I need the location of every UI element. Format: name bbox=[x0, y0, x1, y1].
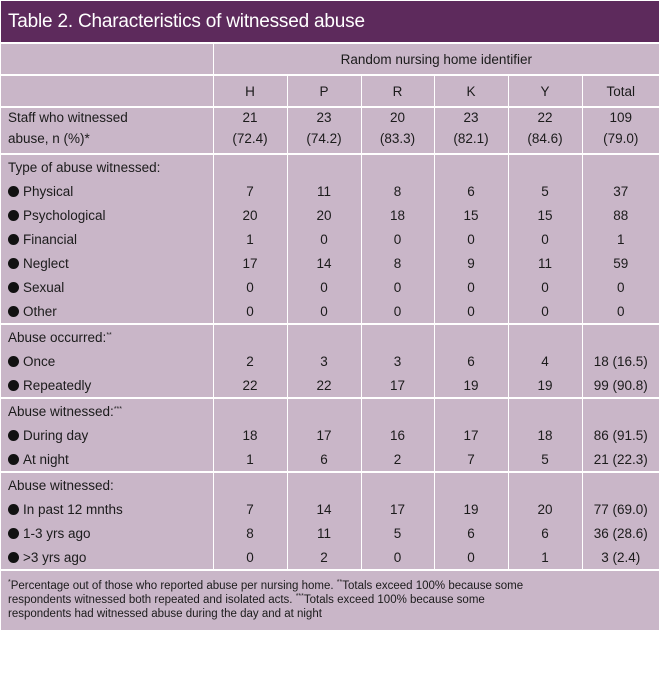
cell-value: 5 bbox=[361, 521, 434, 545]
bullet-icon bbox=[8, 504, 19, 515]
cell-value: 11 bbox=[287, 179, 361, 203]
row-label: Once bbox=[1, 349, 213, 373]
cell-value: 23 bbox=[287, 107, 361, 131]
cell-value: 20 bbox=[361, 107, 434, 131]
column-header: Total bbox=[582, 75, 659, 107]
header-corner bbox=[1, 43, 213, 75]
bullet-icon bbox=[8, 234, 19, 245]
column-header: K bbox=[434, 75, 508, 107]
table-document bbox=[1, 1, 659, 630]
table-row bbox=[1, 251, 659, 275]
cell-value: 22 bbox=[508, 107, 582, 131]
cell-value: 2 bbox=[213, 349, 287, 373]
cell-value: 1 bbox=[508, 545, 582, 569]
cell-value: 7 bbox=[213, 497, 287, 521]
cell-value: 20 bbox=[508, 497, 582, 521]
table-row bbox=[1, 521, 659, 545]
cell-value: 20 bbox=[213, 203, 287, 227]
table-row bbox=[1, 299, 659, 324]
cell-value: 6 bbox=[434, 521, 508, 545]
cell-value: 11 bbox=[287, 521, 361, 545]
section-heading-row bbox=[1, 398, 659, 423]
cell-value: 0 bbox=[361, 545, 434, 569]
cell-value: 0 bbox=[361, 275, 434, 299]
cell-value: 17 bbox=[434, 423, 508, 447]
bullet-icon bbox=[8, 282, 19, 293]
bullet-icon bbox=[8, 430, 19, 441]
bullet-icon bbox=[8, 454, 19, 465]
row-label: At night bbox=[1, 447, 213, 472]
cell-value: 21 (22.3) bbox=[582, 447, 659, 472]
cell-value: 15 bbox=[508, 203, 582, 227]
cell-value: 0 bbox=[434, 545, 508, 569]
table-row bbox=[1, 203, 659, 227]
cell-value: (72.4) bbox=[213, 131, 287, 154]
row-label: Sexual bbox=[1, 275, 213, 299]
cell-value: 17 bbox=[287, 423, 361, 447]
cell-value: 0 bbox=[508, 227, 582, 251]
cell-value: 3 (2.4) bbox=[582, 545, 659, 569]
bullet-icon bbox=[8, 528, 19, 539]
cell-value: 0 bbox=[508, 299, 582, 324]
group-header-row bbox=[1, 43, 659, 75]
row-label: abuse, n (%)* bbox=[8, 131, 90, 146]
bullet-icon bbox=[8, 258, 19, 269]
bullet-icon bbox=[8, 552, 19, 563]
cell-value: 77 (69.0) bbox=[582, 497, 659, 521]
row-label: Other bbox=[1, 299, 213, 324]
bullet-icon bbox=[8, 356, 19, 367]
cell-value: 5 bbox=[508, 447, 582, 472]
cell-value: 15 bbox=[434, 203, 508, 227]
cell-value: 8 bbox=[213, 521, 287, 545]
bullet-icon bbox=[8, 186, 19, 197]
cell-value: 18 bbox=[361, 203, 434, 227]
column-header: R bbox=[361, 75, 434, 107]
table-row bbox=[1, 349, 659, 373]
cell-value: 7 bbox=[434, 447, 508, 472]
bullet-icon bbox=[8, 306, 19, 317]
table-row bbox=[1, 497, 659, 521]
table-title: Table 2. Characteristics of witnessed abuse bbox=[1, 1, 659, 42]
cell-value: 7 bbox=[213, 179, 287, 203]
cell-value: 0 bbox=[508, 275, 582, 299]
table-row bbox=[1, 423, 659, 447]
row-label: In past 12 mnths bbox=[1, 497, 213, 521]
cell-value: 8 bbox=[361, 179, 434, 203]
column-header: Y bbox=[508, 75, 582, 107]
section-heading: Type of abuse witnessed: bbox=[1, 154, 213, 179]
cell-value: 17 bbox=[361, 373, 434, 398]
abuse-table bbox=[1, 42, 659, 569]
cell-value: 1 bbox=[582, 227, 659, 251]
footnote-marker: ** bbox=[106, 331, 112, 339]
cell-value: 37 bbox=[582, 179, 659, 203]
cell-value: 17 bbox=[213, 251, 287, 275]
table-row bbox=[1, 545, 659, 569]
cell-value: 18 bbox=[508, 423, 582, 447]
section-heading: Abuse witnessed:*** bbox=[1, 398, 213, 423]
row-label: Financial bbox=[1, 227, 213, 251]
row-label: 1-3 yrs ago bbox=[1, 521, 213, 545]
cell-value: 6 bbox=[434, 349, 508, 373]
cell-value: 14 bbox=[287, 497, 361, 521]
row-label: Repeatedly bbox=[1, 373, 213, 398]
column-header-row bbox=[1, 75, 659, 107]
cell-value: 21 bbox=[213, 107, 287, 131]
cell-value: 19 bbox=[434, 373, 508, 398]
cell-value: 22 bbox=[287, 373, 361, 398]
table-row bbox=[1, 179, 659, 203]
table-footnote: *Percentage out of those who reported abuse per nursing home. **Totals exceed 100% because some respondents witnessed both repeated and isolated acts. ***Totals exceed 100% because some respondents had witnessed abuse during the day and at night bbox=[1, 569, 659, 630]
cell-value: 19 bbox=[508, 373, 582, 398]
cell-value: 17 bbox=[361, 497, 434, 521]
section-heading-row bbox=[1, 324, 659, 349]
cell-value: 0 bbox=[287, 275, 361, 299]
row-label: Staff who witnessed bbox=[1, 107, 213, 131]
cell-value: (82.1) bbox=[434, 131, 508, 154]
group-header: Random nursing home identifier bbox=[213, 43, 659, 75]
cell-value: 0 bbox=[361, 299, 434, 324]
cell-value: 0 bbox=[213, 275, 287, 299]
cell-value: 0 bbox=[434, 275, 508, 299]
cell-value: 16 bbox=[361, 423, 434, 447]
cell-value: 11 bbox=[508, 251, 582, 275]
cell-value: 3 bbox=[361, 349, 434, 373]
cell-value: 109 bbox=[582, 107, 659, 131]
cell-value: 0 bbox=[434, 227, 508, 251]
column-header: P bbox=[287, 75, 361, 107]
cell-value: 18 (16.5) bbox=[582, 349, 659, 373]
cell-value: 36 (28.6) bbox=[582, 521, 659, 545]
cell-value: 1 bbox=[213, 227, 287, 251]
cell-value: 14 bbox=[287, 251, 361, 275]
cell-value: 0 bbox=[287, 227, 361, 251]
staff-percent-row bbox=[1, 131, 659, 154]
row-label: During day bbox=[1, 423, 213, 447]
cell-value: 5 bbox=[508, 179, 582, 203]
cell-value: 20 bbox=[287, 203, 361, 227]
cell-value: 19 bbox=[434, 497, 508, 521]
cell-value: 88 bbox=[582, 203, 659, 227]
cell-value: 8 bbox=[361, 251, 434, 275]
cell-value: 86 (91.5) bbox=[582, 423, 659, 447]
table-row bbox=[1, 373, 659, 398]
cell-value: 6 bbox=[434, 179, 508, 203]
row-label: Psychological bbox=[1, 203, 213, 227]
section-heading: Abuse witnessed: bbox=[1, 472, 213, 497]
cell-value: 18 bbox=[213, 423, 287, 447]
table-row bbox=[1, 275, 659, 299]
bullet-icon bbox=[8, 380, 19, 391]
cell-value: 59 bbox=[582, 251, 659, 275]
row-label: Neglect bbox=[1, 251, 213, 275]
section-heading: Abuse occurred:** bbox=[1, 324, 213, 349]
cell-value: 22 bbox=[213, 373, 287, 398]
column-header: H bbox=[213, 75, 287, 107]
cell-value: 0 bbox=[287, 299, 361, 324]
cell-value: 2 bbox=[287, 545, 361, 569]
cell-value: 0 bbox=[582, 275, 659, 299]
table-row bbox=[1, 447, 659, 472]
section-heading-row bbox=[1, 472, 659, 497]
cell-value: 99 (90.8) bbox=[582, 373, 659, 398]
row-label: Physical bbox=[1, 179, 213, 203]
bullet-icon bbox=[8, 210, 19, 221]
cell-value: (84.6) bbox=[508, 131, 582, 154]
cell-value: (74.2) bbox=[287, 131, 361, 154]
row-label: >3 yrs ago bbox=[1, 545, 213, 569]
cell-value: 3 bbox=[287, 349, 361, 373]
cell-value: (83.3) bbox=[361, 131, 434, 154]
table-row bbox=[1, 227, 659, 251]
footnote-marker: *** bbox=[113, 405, 122, 413]
cell-value: 0 bbox=[213, 545, 287, 569]
staff-count-row bbox=[1, 107, 659, 131]
cell-value: 0 bbox=[213, 299, 287, 324]
cell-value: 9 bbox=[434, 251, 508, 275]
cell-value: 0 bbox=[582, 299, 659, 324]
cell-value: 2 bbox=[361, 447, 434, 472]
cell-value: (79.0) bbox=[582, 131, 659, 154]
cell-value: 1 bbox=[213, 447, 287, 472]
cell-value: 0 bbox=[434, 299, 508, 324]
cell-value: 23 bbox=[434, 107, 508, 131]
cell-value: 6 bbox=[508, 521, 582, 545]
cell-value: 0 bbox=[361, 227, 434, 251]
cell-value: 6 bbox=[287, 447, 361, 472]
cell-value: 4 bbox=[508, 349, 582, 373]
section-heading-row bbox=[1, 154, 659, 179]
